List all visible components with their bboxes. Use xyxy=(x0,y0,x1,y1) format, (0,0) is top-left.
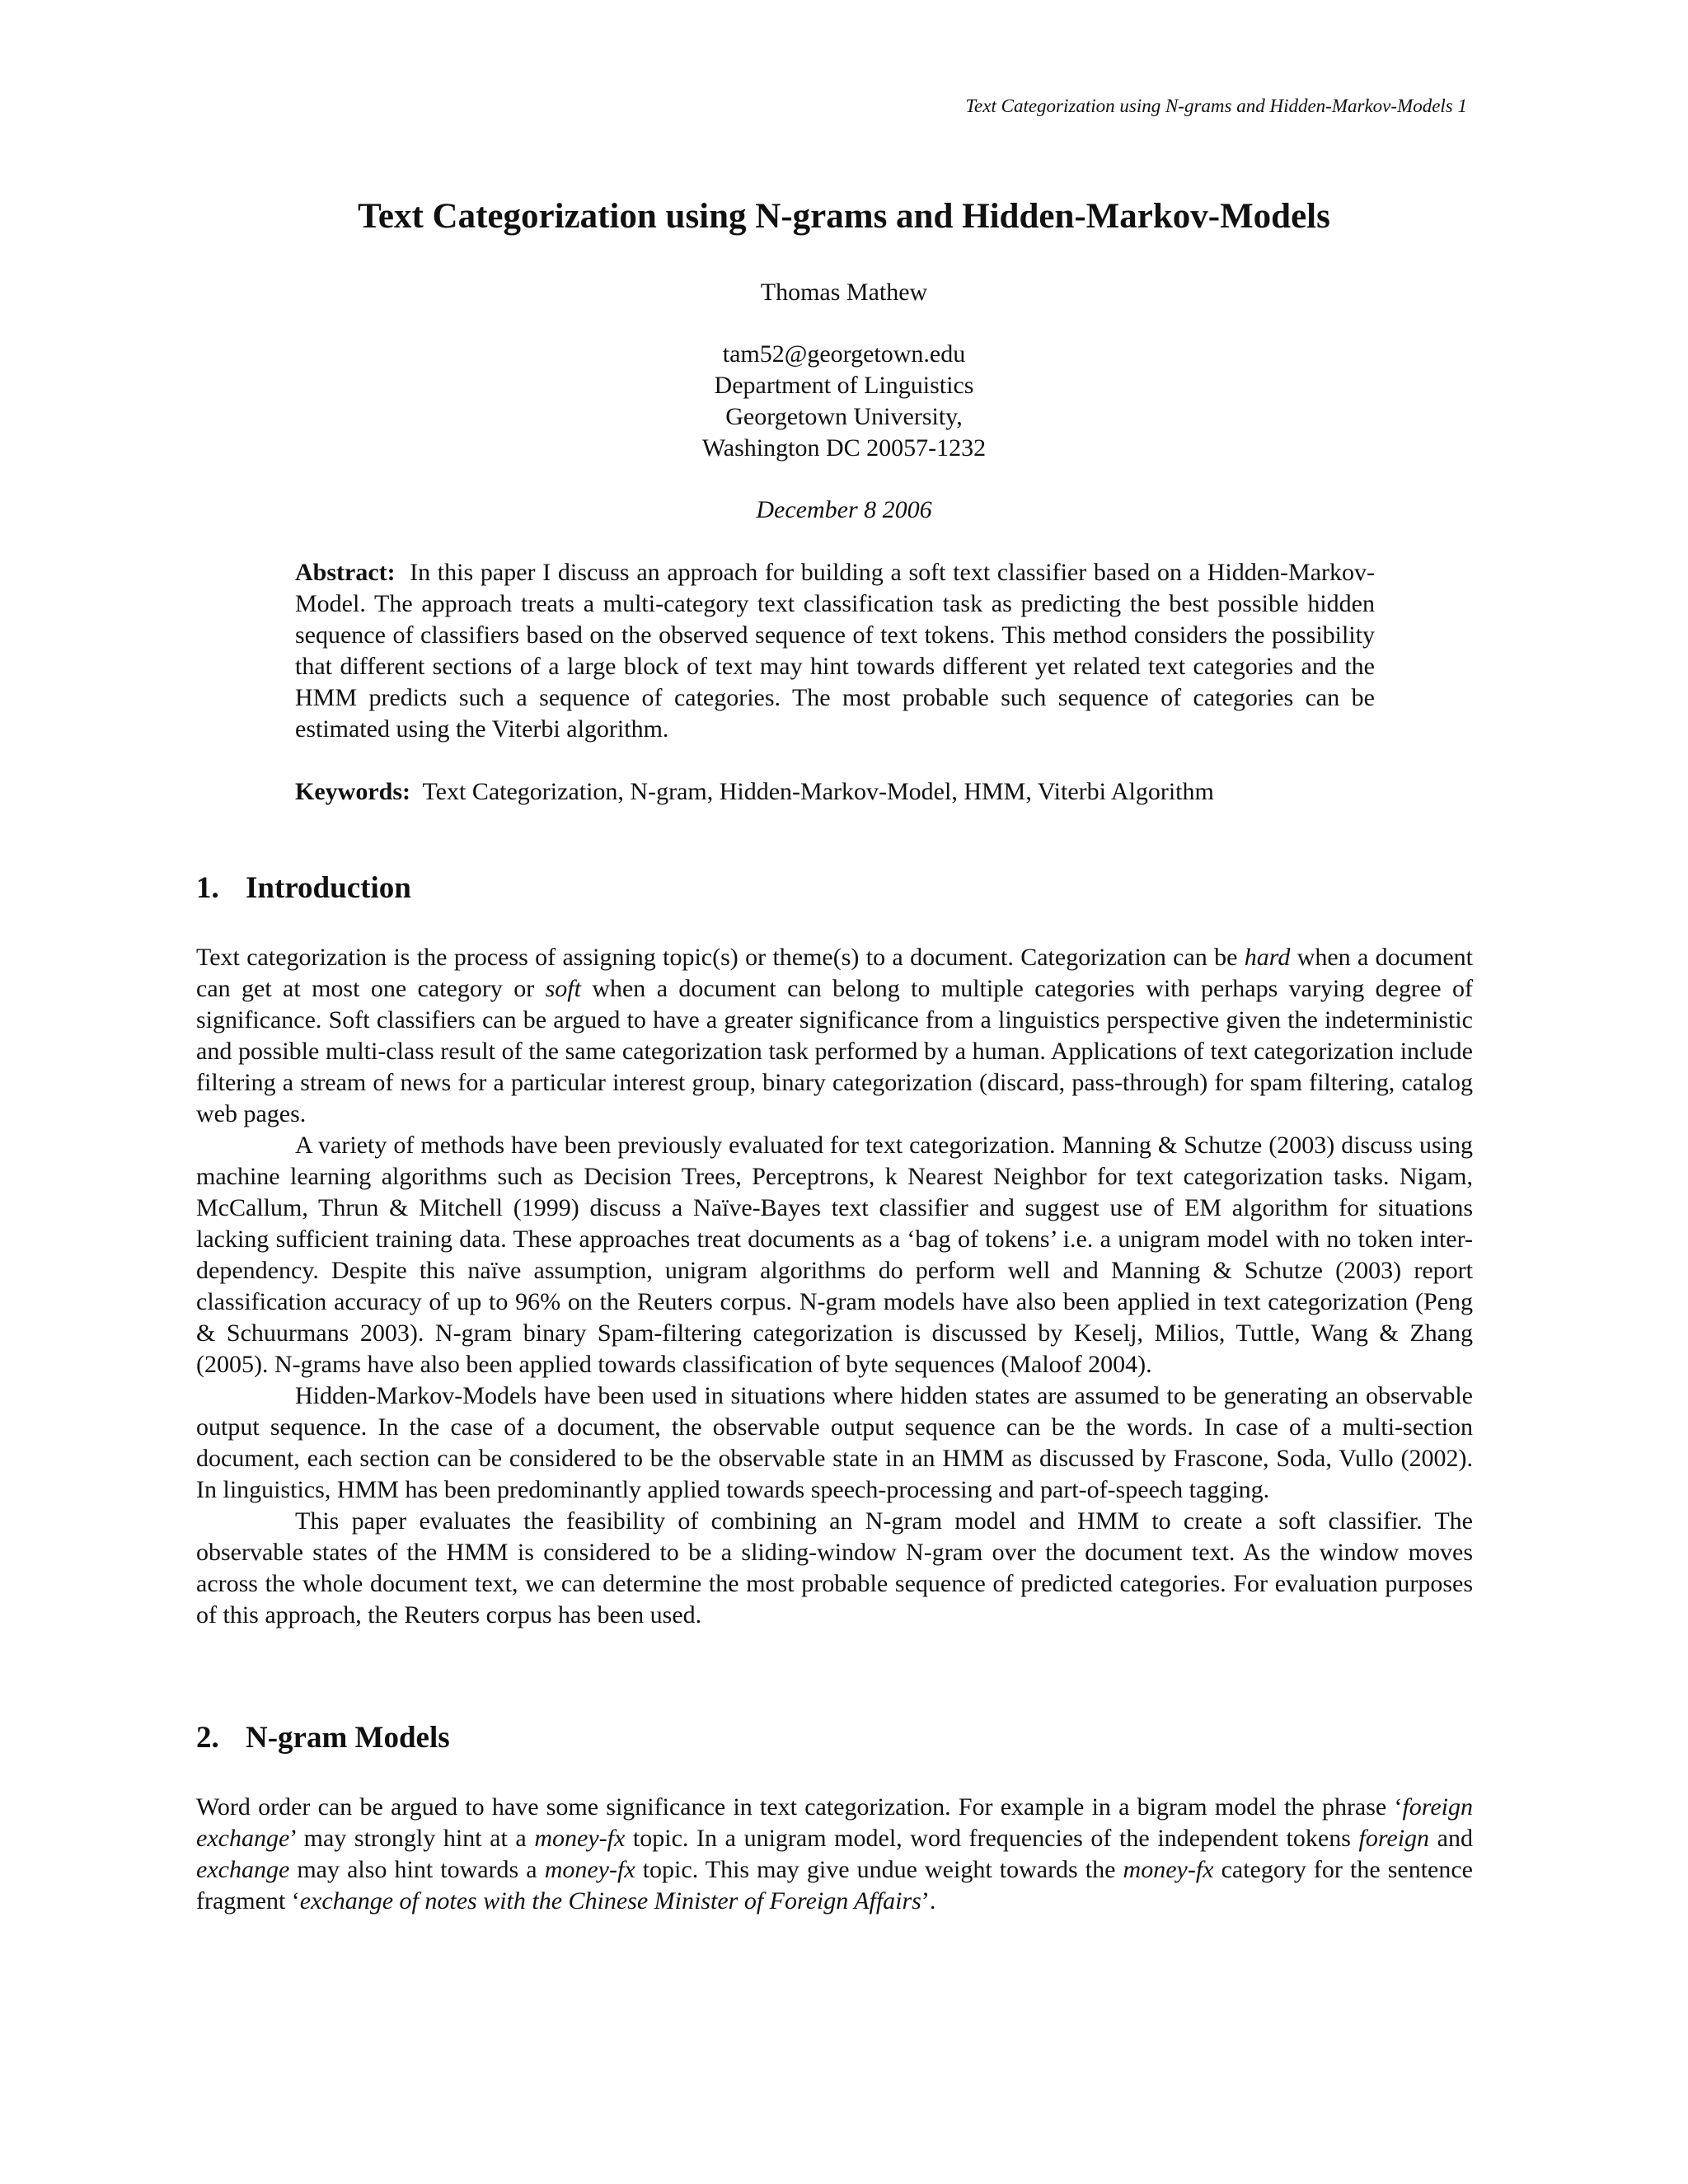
author-address: Washington DC 20057-1232 xyxy=(701,434,987,462)
paragraph: Text categorization is the process of assigning topic(s) or theme(s) to a document. Categorization can be hard when a document can get at most one category or soft when a document can belong to multiple categories with perhaps varying degree of significance. Soft classifiers can be argued to have a greater significance from a linguistics perspective given the indeterministic and possible multi-class result of the same categorization task performed by a human. Applications of text categorization include filtering a stream of news for a particular interest group, binary categorization (discard, pass-through) for spam filtering, catalog web pages. xyxy=(196,944,1473,1127)
section-title: N-gram Models xyxy=(246,1721,450,1755)
section-number: 2. xyxy=(196,1721,219,1755)
keywords-label: Keywords: xyxy=(295,778,410,805)
paragraph: Hidden-Markov-Models have been used in situations where hidden states are assumed to be generating an observable output sequence. In the case of a document, the observable output sequence can be the words. In case of a multi-section document, each section can be considered to be the observable state in an HMM as discussed by Frascone, Soda, Vullo (2002). In linguistics, HMM has been predominantly applied towards speech-processing and part-of-speech tagging. xyxy=(196,1382,1473,1503)
ngram-body xyxy=(196,1792,1473,1917)
keywords xyxy=(295,776,1391,808)
introduction-body xyxy=(196,942,1473,1631)
running-header: Text Categorization using N-grams and Hidden-Markov-Models 1 xyxy=(965,96,1467,116)
abstract-label: Abstract: xyxy=(295,559,396,586)
section-heading-ngram-models xyxy=(196,1720,450,1755)
section-number: 1. xyxy=(196,871,219,905)
paragraph: A variety of methods have been previously evaluated for text categorization. Manning & Schutze (2003) discuss using machine learning algorithms such as Decision Trees, Perceptrons, k Nearest Neighbor for text categorization tasks. Nigam, McCallum, Thrun & Mitchell (1999) discuss a Naïve-Bayes text classifier and suggest use of EM algorithm for situations lacking sufficient training data. These approaches treat documents as a ‘bag of tokens’ i.e. a unigram model with no token inter-dependency. Despite this naïve assumption, unigram algorithms do perform well and Manning & Schutze (2003) report classification accuracy of up to 96% on the Reuters corpus. N-gram models have also been applied in text categorization (Peng & Schuurmans 2003). N-gram binary Spam-filtering categorization is discussed by Keselj, Milios, Tuttle, Wang & Zhang (2005). N-grams have also been applied towards classification of byte sequences (Maloof 2004). xyxy=(196,1132,1473,1378)
keywords-text: Text Categorization, N-gram, Hidden-Markov-Model, HMM, Viterbi Algorithm xyxy=(422,778,1214,805)
paper-date: December 8 2006 xyxy=(756,496,932,523)
abstract xyxy=(295,557,1375,745)
author-university: Georgetown University, xyxy=(725,403,963,430)
abstract-text: In this paper I discuss an approach for building a soft text classifier based on a Hidden-Markov-Model. The approach treats a multi-category text classification task as predicting the best possible hidden sequence of classifiers based on the observed sequence of text tokens. This method considers the possibility that different sections of a large block of text may hint towards different yet related text categories and the HMM predicts such a sequence of categories. The most probable such sequence of categories can be estimated using the Viterbi algorithm. xyxy=(295,559,1376,743)
author-department: Department of Linguistics xyxy=(714,372,974,399)
section-title: Introduction xyxy=(246,871,411,905)
paragraph: This paper evaluates the feasibility of combining an N-gram model and HMM to create a soft classifier. The observable states of the HMM is considered to be a sliding-window N-gram over the document text. As the window moves across the whole document text, we can determine the most probable sequence of predicted categories. For evaluation purposes of this approach, the Reuters corpus has been used. xyxy=(196,1507,1473,1629)
paper-title: Text Categorization using N-grams and Hidden-Markov-Models xyxy=(358,197,1330,236)
author-name: Thomas Mathew xyxy=(760,279,928,306)
paragraph: Word order can be argued to have some significance in text categorization. For example in a bigram model the phrase ‘foreign exchange’ may strongly hint at a money-fx topic. In a unigram model, word frequencies of the independent tokens foreign and exchange may also hint towards a money-fx topic. This may give undue weight towards the money-fx category for the sentence fragment ‘exchange of notes with the Chinese Minister of Foreign Affairs’. xyxy=(196,1793,1473,1915)
section-heading-introduction xyxy=(196,870,411,906)
author-block xyxy=(0,277,1688,526)
author-email: tam52@georgetown.edu xyxy=(722,340,966,368)
